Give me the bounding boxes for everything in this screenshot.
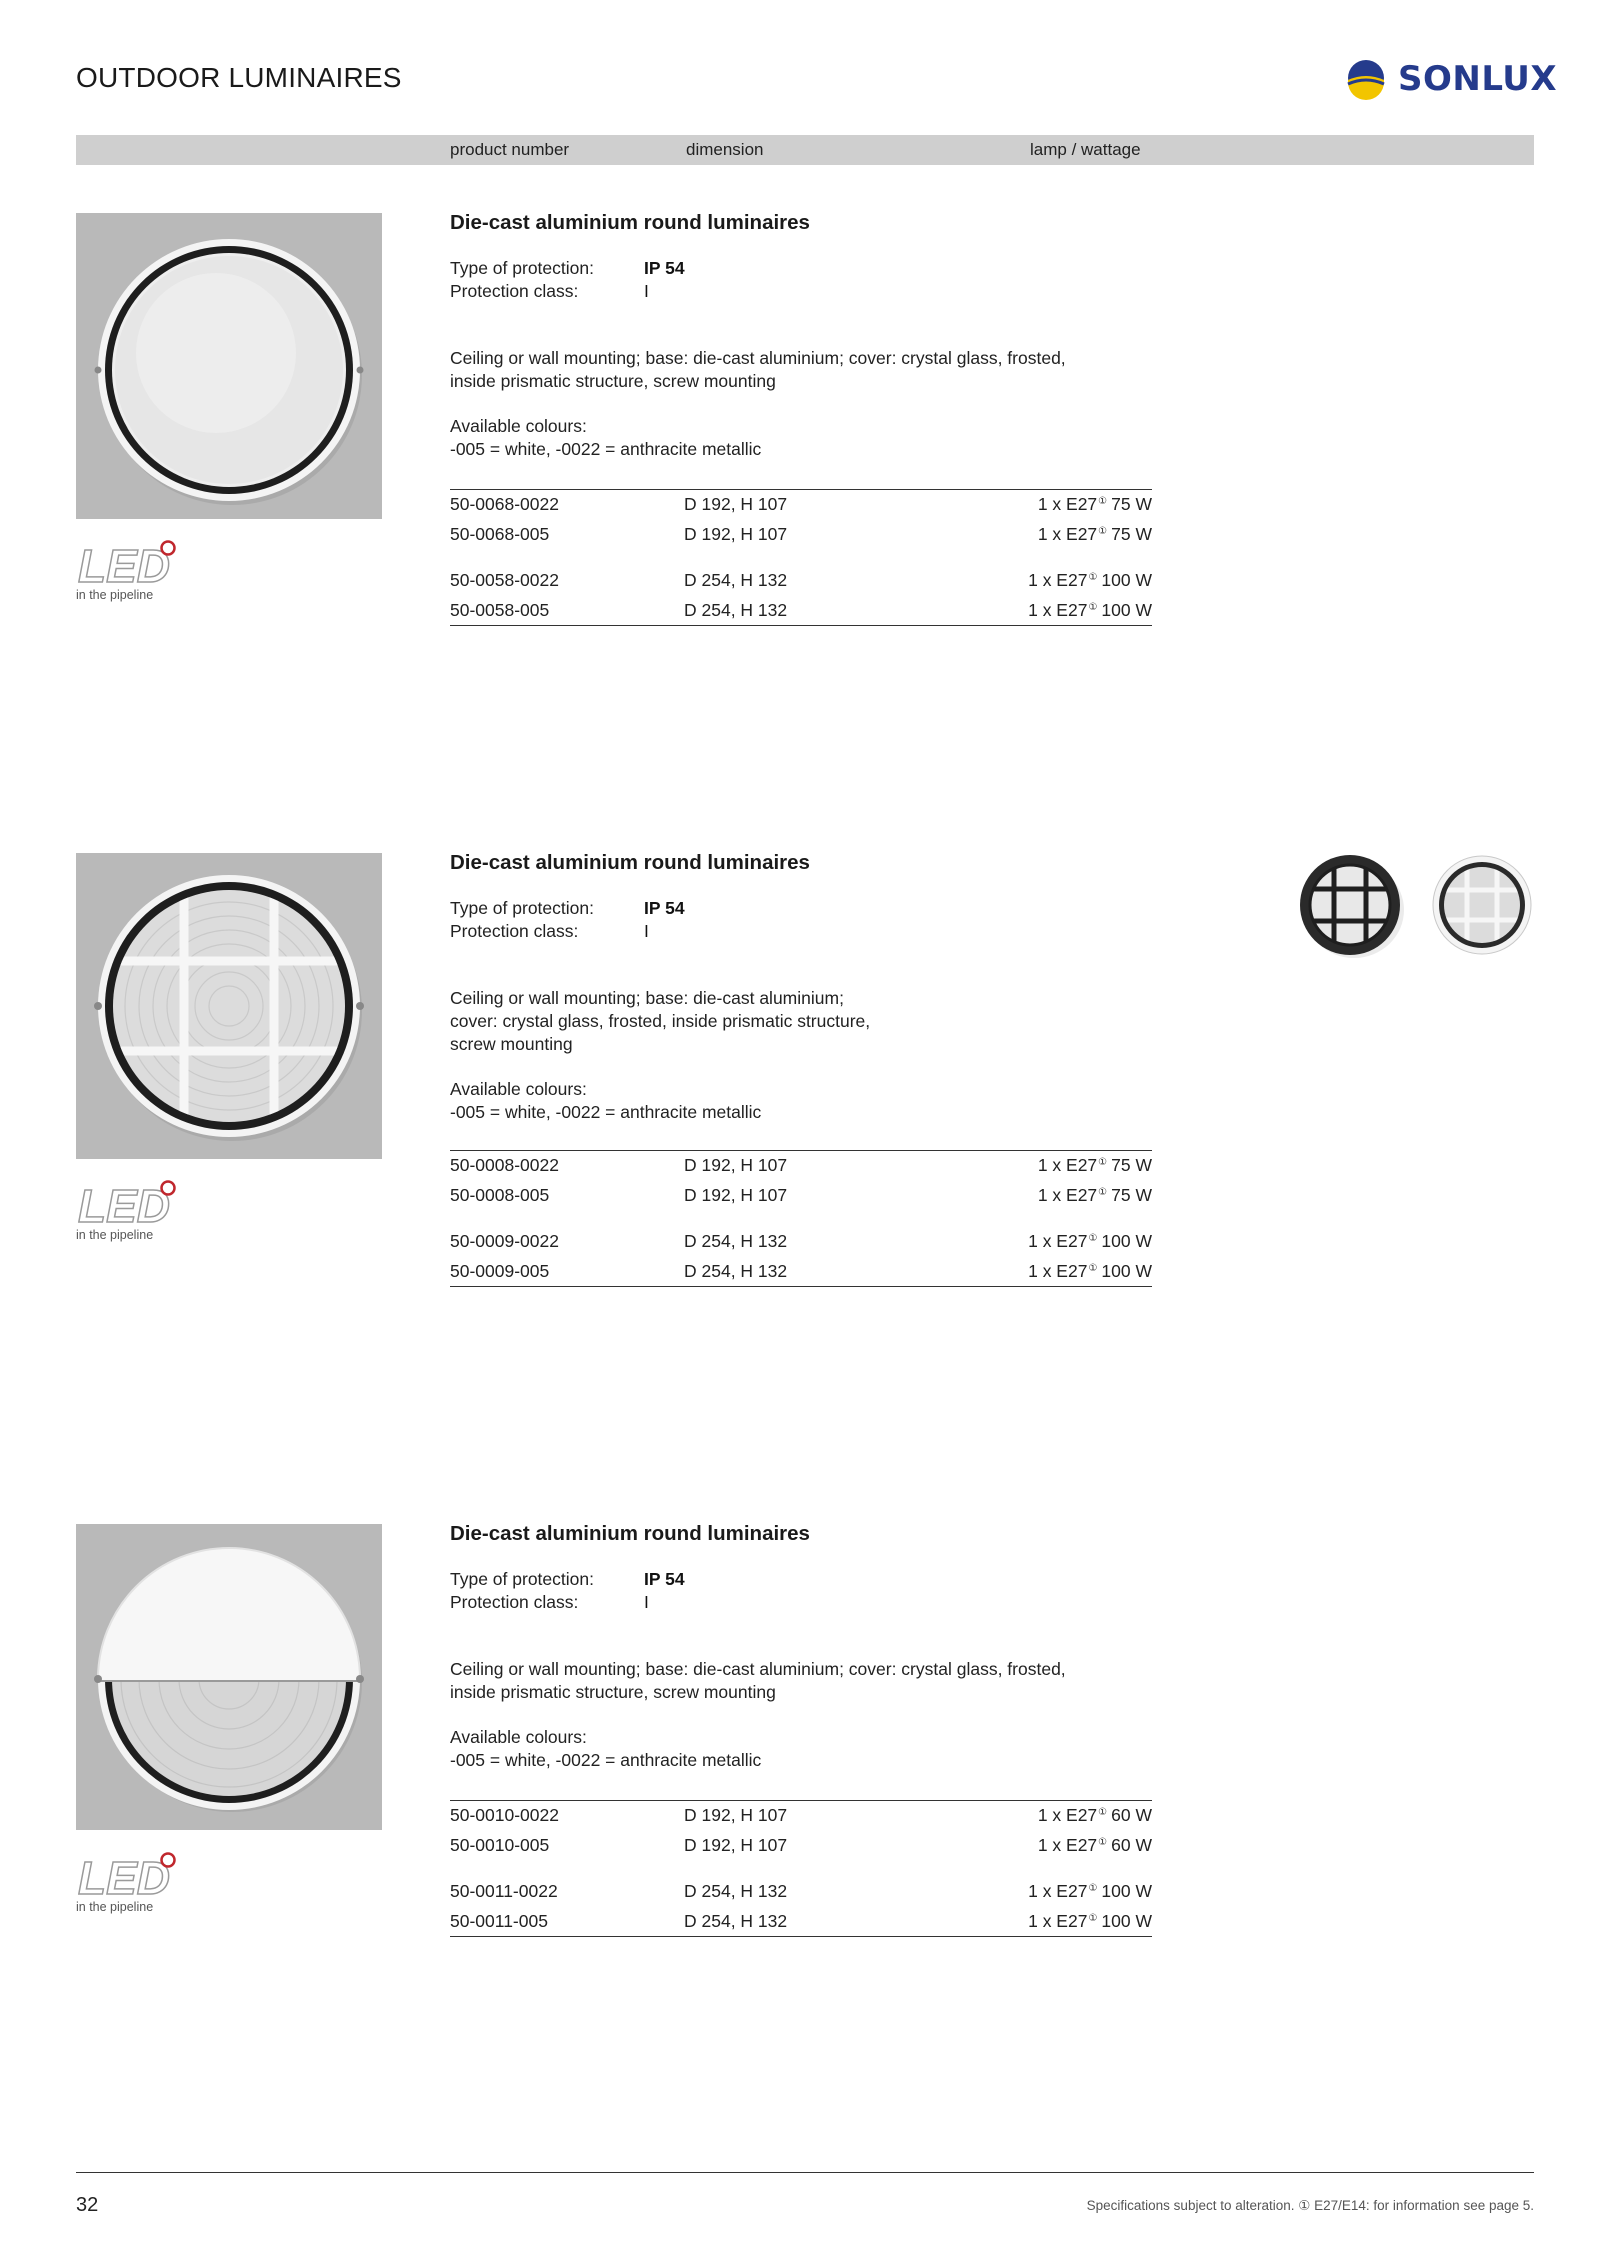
svg-text:LED: LED bbox=[78, 540, 170, 590]
product-dimension: D 254, H 132 bbox=[684, 1881, 788, 1901]
product-dimension: D 192, H 107 bbox=[684, 524, 788, 544]
brand-logo bbox=[1346, 56, 1558, 100]
colours-value: -005 = white, -0022 = anthracite metallic bbox=[450, 1750, 762, 1770]
class-value: I bbox=[644, 921, 649, 941]
led-badge bbox=[76, 1850, 186, 1920]
product-number: 50-0009-0022 bbox=[450, 1231, 559, 1251]
lamp-wattage: 1 x E27① 100 W bbox=[1028, 1261, 1152, 1281]
lamp-wattage: 1 x E27① 75 W bbox=[1037, 1155, 1152, 1175]
lamp-wattage: 1 x E27① 100 W bbox=[1028, 600, 1152, 620]
led-logo-icon bbox=[76, 1850, 176, 1902]
product-number: 50-0068-005 bbox=[450, 524, 550, 544]
product-description bbox=[450, 1658, 1070, 1772]
protection-value: IP 54 bbox=[644, 898, 685, 918]
product-number: 50-0010-0022 bbox=[450, 1805, 559, 1825]
product-number: 50-0008-0022 bbox=[450, 1155, 559, 1175]
product-dimension: D 192, H 107 bbox=[684, 1835, 788, 1855]
product-dimension: D 192, H 107 bbox=[684, 1185, 788, 1205]
lamp-wattage: 1 x E27① 100 W bbox=[1028, 1911, 1152, 1931]
lamp-wattage: 1 x E27① 75 W bbox=[1037, 524, 1152, 544]
description-text: screw mounting bbox=[450, 1034, 573, 1054]
class-value: I bbox=[644, 281, 649, 301]
led-logo-icon bbox=[76, 538, 176, 590]
variant-white-image bbox=[1430, 852, 1534, 958]
description-text: Ceiling or wall mounting; base: die-cast aluminium; bbox=[450, 988, 844, 1008]
colours-value: -005 = white, -0022 = anthracite metallic bbox=[450, 1102, 762, 1122]
colours-label: Available colours: bbox=[450, 1727, 587, 1747]
lamp-wattage: 1 x E27① 75 W bbox=[1037, 1185, 1152, 1205]
svg-text:LED: LED bbox=[78, 1852, 170, 1902]
table-top-rule bbox=[450, 1150, 1152, 1151]
colours-label: Available colours: bbox=[450, 416, 587, 436]
lamp-wattage: 1 x E27① 100 W bbox=[1028, 570, 1152, 590]
table-top-rule bbox=[450, 489, 1152, 490]
product-dimension: D 192, H 107 bbox=[684, 1155, 788, 1175]
product-description bbox=[450, 987, 1070, 1124]
lamp-wattage: 1 x E27① 100 W bbox=[1028, 1881, 1152, 1901]
led-logo-icon bbox=[76, 1178, 176, 1230]
led-caption: in the pipeline bbox=[76, 588, 154, 602]
header-lamp-wattage: lamp / wattage bbox=[1030, 140, 1141, 159]
product-number: 50-0068-0022 bbox=[450, 494, 559, 514]
product-dimension: D 254, H 132 bbox=[684, 1261, 788, 1281]
product-title: Die-cast aluminium round luminaires bbox=[450, 211, 810, 234]
product-number: 50-0058-005 bbox=[450, 600, 550, 620]
protection-value: IP 54 bbox=[644, 1569, 685, 1589]
brand-name: SONLUX bbox=[1398, 59, 1558, 99]
lamp-wattage: 1 x E27① 100 W bbox=[1028, 1231, 1152, 1251]
product-dimension: D 254, H 132 bbox=[684, 1911, 788, 1931]
class-value: I bbox=[644, 1592, 649, 1612]
product-number: 50-0011-005 bbox=[450, 1911, 548, 1931]
svg-text:LED: LED bbox=[78, 1180, 170, 1230]
lamp-wattage: 1 x E27① 75 W bbox=[1037, 494, 1152, 514]
product-dimension: D 192, H 107 bbox=[684, 494, 788, 514]
lamp-wattage: 1 x E27① 60 W bbox=[1037, 1835, 1152, 1855]
led-badge bbox=[76, 1178, 186, 1248]
product-image-round-eyelid bbox=[76, 1524, 382, 1830]
column-header-bar bbox=[76, 135, 1534, 165]
class-label: Protection class: bbox=[450, 921, 579, 941]
footer-note: Specifications subject to alteration. ① E27/E14: for information see page 5. bbox=[1086, 2198, 1534, 2213]
sonlux-logo-icon bbox=[1346, 58, 1390, 102]
product-title: Die-cast aluminium round luminaires bbox=[450, 851, 810, 874]
product-description bbox=[450, 347, 1070, 461]
footer-rule bbox=[76, 2172, 1534, 2173]
product-image-round-plain bbox=[76, 213, 382, 519]
product-dimension: D 254, H 132 bbox=[684, 1231, 788, 1251]
product-dimension: D 254, H 132 bbox=[684, 600, 788, 620]
description-text: cover: crystal glass, frosted, inside prismatic structure, bbox=[450, 1011, 871, 1031]
table-bottom-rule bbox=[450, 1286, 1152, 1287]
product-number: 50-0011-0022 bbox=[450, 1881, 558, 1901]
led-caption: in the pipeline bbox=[76, 1900, 154, 1914]
protection-label: Type of protection: bbox=[450, 1569, 594, 1589]
led-badge bbox=[76, 538, 186, 608]
header-product-number: product number bbox=[450, 140, 570, 159]
header-dimension: dimension bbox=[686, 140, 764, 159]
table-top-rule bbox=[450, 1800, 1152, 1801]
class-label: Protection class: bbox=[450, 1592, 579, 1612]
class-label: Protection class: bbox=[450, 281, 579, 301]
table-bottom-rule bbox=[450, 625, 1152, 626]
product-image-round-grid bbox=[76, 853, 382, 1159]
lamp-wattage: 1 x E27① 60 W bbox=[1037, 1805, 1152, 1825]
description-text: Ceiling or wall mounting; base: die-cast aluminium; cover: crystal glass, frosted, inside prismatic structure, screw mounting bbox=[450, 1659, 1066, 1702]
product-number: 50-0058-0022 bbox=[450, 570, 559, 590]
product-dimension: D 254, H 132 bbox=[684, 570, 788, 590]
product-title: Die-cast aluminium round luminaires bbox=[450, 1522, 810, 1545]
product-dimension: D 192, H 107 bbox=[684, 1805, 788, 1825]
protection-label: Type of protection: bbox=[450, 258, 594, 278]
led-caption: in the pipeline bbox=[76, 1228, 154, 1242]
protection-value: IP 54 bbox=[644, 258, 685, 278]
page-title: OUTDOOR LUMINAIRES bbox=[76, 62, 402, 93]
protection-label: Type of protection: bbox=[450, 898, 594, 918]
variant-anthracite-image bbox=[1296, 850, 1404, 960]
colours-value: -005 = white, -0022 = anthracite metallic bbox=[450, 439, 762, 459]
description-text: Ceiling or wall mounting; base: die-cast aluminium; cover: crystal glass, frosted, inside prismatic structure, screw mounting bbox=[450, 348, 1066, 391]
product-number: 50-0010-005 bbox=[450, 1835, 550, 1855]
colours-label: Available colours: bbox=[450, 1079, 587, 1099]
product-number: 50-0008-005 bbox=[450, 1185, 550, 1205]
table-bottom-rule bbox=[450, 1936, 1152, 1937]
page-number: 32 bbox=[76, 2194, 99, 2216]
product-number: 50-0009-005 bbox=[450, 1261, 550, 1281]
